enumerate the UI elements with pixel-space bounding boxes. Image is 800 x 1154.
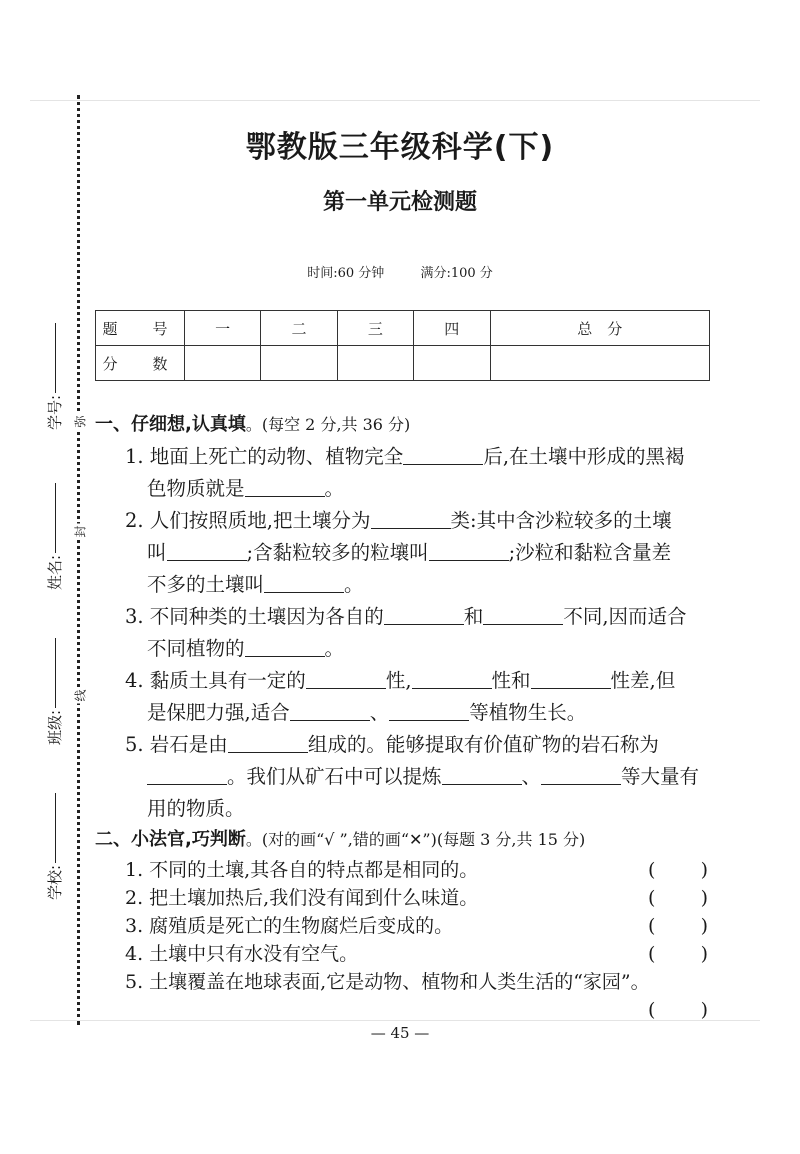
score-table xyxy=(95,310,710,381)
paren-close: ) xyxy=(700,887,708,909)
column-header: 三 xyxy=(337,311,413,346)
answer-blank[interactable] xyxy=(147,764,227,785)
field-label: 学号: xyxy=(46,394,64,430)
question-text: 性, xyxy=(385,669,412,692)
answer-parentheses[interactable] xyxy=(648,912,708,940)
question-line xyxy=(125,441,715,473)
seal-mark: 弥 xyxy=(73,415,88,428)
judgment-answer-line xyxy=(125,996,710,1024)
column-header: 二 xyxy=(261,311,337,346)
section-note: 。(每空 2 分,共 36 分) xyxy=(245,415,411,434)
question-line xyxy=(125,601,715,633)
question-text: ;沙粒和黏粒含量差 xyxy=(508,541,672,564)
seal-mark: 线 xyxy=(73,689,88,702)
section-2-heading xyxy=(95,828,585,852)
field-label: 班级: xyxy=(46,709,64,745)
paren-open: ( xyxy=(648,915,656,937)
question-text: 1. 不同的土壤,其各自的特点都是相同的。 xyxy=(125,859,479,881)
question-line xyxy=(125,569,715,601)
row-header: 分 数 xyxy=(96,346,185,381)
question-text: 。 xyxy=(324,637,345,660)
question-text: ;含黏粒较多的粒壤叫 xyxy=(246,541,429,564)
score-cell[interactable] xyxy=(337,346,413,381)
question-text: 用的物质。 xyxy=(147,797,245,820)
question-text: 、 xyxy=(521,765,542,788)
column-header: 总 分 xyxy=(490,311,710,346)
table-row xyxy=(96,346,710,381)
answer-blank[interactable] xyxy=(531,668,611,689)
full-score: 满分:100 分 xyxy=(420,266,493,281)
paren-close: ) xyxy=(700,943,708,965)
question-line xyxy=(125,473,715,505)
question-text: 。 xyxy=(344,573,364,596)
column-header: 一 xyxy=(185,311,261,346)
answer-parentheses[interactable] xyxy=(648,884,708,912)
question-text: 2. 人们按照质地,把土壤分为 xyxy=(125,509,371,532)
score-cell[interactable] xyxy=(490,346,710,381)
question-text: 2. 把土壤加热后,我们没有闻到什么味道。 xyxy=(125,887,479,909)
answer-blank[interactable] xyxy=(442,764,522,785)
row-header: 题 号 xyxy=(96,311,185,346)
paren-open: ( xyxy=(648,859,656,881)
question-text: 3. 腐殖质是死亡的生物腐烂后变成的。 xyxy=(125,915,454,937)
paren-open: ( xyxy=(648,999,656,1021)
question-text: 后,在土壤中形成的黑褐 xyxy=(483,445,685,468)
name-field[interactable] xyxy=(45,460,65,590)
answer-blank[interactable] xyxy=(384,604,464,625)
answer-blank[interactable] xyxy=(429,540,509,561)
question-line xyxy=(125,793,715,825)
exam-meta xyxy=(0,262,800,281)
student-id-field[interactable] xyxy=(45,300,65,430)
binding-dotted-line xyxy=(77,95,80,1025)
question-text: 5. 土壤覆盖在地球表面,它是动物、植物和人类生活的“家园”。 xyxy=(125,971,650,993)
judgment-item xyxy=(125,940,710,968)
page-number: — 45 — xyxy=(370,1024,430,1042)
class-field[interactable] xyxy=(45,615,65,745)
answer-parentheses[interactable] xyxy=(648,996,708,1024)
paren-close: ) xyxy=(700,999,708,1021)
table-row xyxy=(96,311,710,346)
answer-blank[interactable] xyxy=(245,476,325,497)
section-title: 二、小法官,巧判断 xyxy=(95,829,246,850)
section-note: 。(对的画“√ ”,错的画“✕”)(每题 3 分,共 15 分) xyxy=(245,830,586,849)
paren-close: ) xyxy=(700,859,708,881)
column-header: 四 xyxy=(414,311,490,346)
question-text: 性差,但 xyxy=(610,669,676,692)
answer-blank[interactable] xyxy=(403,444,483,465)
judgment-item xyxy=(125,968,710,996)
score-cell[interactable] xyxy=(261,346,337,381)
question-line xyxy=(125,633,715,665)
question-text: 不同,因而适合 xyxy=(563,605,687,628)
question-text: 不同植物的 xyxy=(147,637,245,660)
question-text: 。我们从矿石中可以提炼 xyxy=(227,765,442,788)
answer-blank[interactable] xyxy=(245,636,325,657)
answer-blank[interactable] xyxy=(228,732,308,753)
question-text: 和 xyxy=(463,605,484,628)
question-text: 4. 黏质土具有一定的 xyxy=(125,669,306,692)
answer-blank[interactable] xyxy=(483,604,563,625)
judgment-item xyxy=(125,856,710,884)
question-text: 色物质就是 xyxy=(147,477,245,500)
answer-parentheses[interactable] xyxy=(648,856,708,884)
question-text: 不多的土壤叫 xyxy=(147,573,265,596)
answer-blank[interactable] xyxy=(541,764,621,785)
answer-blank[interactable] xyxy=(371,508,451,529)
paren-open: ( xyxy=(648,887,656,909)
field-label: 学校: xyxy=(46,864,64,900)
answer-blank[interactable] xyxy=(264,572,344,593)
time-limit: 时间:60 分钟 xyxy=(307,266,385,281)
question-text: 等大量有 xyxy=(621,765,700,788)
section-1-heading xyxy=(95,413,410,437)
true-false-questions xyxy=(125,856,710,1024)
answer-blank[interactable] xyxy=(167,540,247,561)
question-line xyxy=(125,537,715,569)
judgment-item xyxy=(125,912,710,940)
page-subtitle: 第一单元检测题 xyxy=(322,190,477,215)
question-text: 5. 岩石是由 xyxy=(125,733,228,756)
score-cell[interactable] xyxy=(185,346,261,381)
question-text: 类:其中含沙粒较多的土壤 xyxy=(450,509,672,532)
question-text: 1. 地面上死亡的动物、植物完全 xyxy=(125,445,404,468)
page-title: 鄂教版三年级科学(下) xyxy=(245,130,555,165)
question-text: 性和 xyxy=(491,669,531,692)
paren-close: ) xyxy=(700,915,708,937)
question-text: 3. 不同种类的土壤因为各自的 xyxy=(125,605,384,628)
question-text: 是保肥力强,适合 xyxy=(147,701,290,724)
judgment-item xyxy=(125,884,710,912)
page-edge-top xyxy=(30,100,760,101)
question-text: 组成的。能够提取有价值矿物的岩石称为 xyxy=(307,733,659,756)
question-text: 叫 xyxy=(147,541,167,564)
fill-in-questions xyxy=(125,441,715,825)
section-title: 一、仔细想,认真填 xyxy=(95,414,246,435)
field-label: 姓名: xyxy=(46,554,64,590)
paren-open: ( xyxy=(648,943,656,965)
question-text: 等植物生长。 xyxy=(469,701,587,724)
question-line xyxy=(125,665,715,697)
question-text: 。 xyxy=(324,477,345,500)
score-cell[interactable] xyxy=(414,346,490,381)
answer-blank[interactable] xyxy=(290,700,370,721)
answer-blank[interactable] xyxy=(412,668,492,689)
question-line xyxy=(125,761,715,793)
question-line xyxy=(125,729,715,761)
answer-parentheses[interactable] xyxy=(648,940,708,968)
question-line xyxy=(125,697,715,729)
question-line xyxy=(125,505,715,537)
answer-blank[interactable] xyxy=(306,668,386,689)
school-field[interactable] xyxy=(45,770,65,900)
answer-blank[interactable] xyxy=(389,700,469,721)
seal-mark: 封 xyxy=(73,525,88,538)
question-text: 4. 土壤中只有水没有空气。 xyxy=(125,943,359,965)
question-text: 、 xyxy=(369,701,390,724)
